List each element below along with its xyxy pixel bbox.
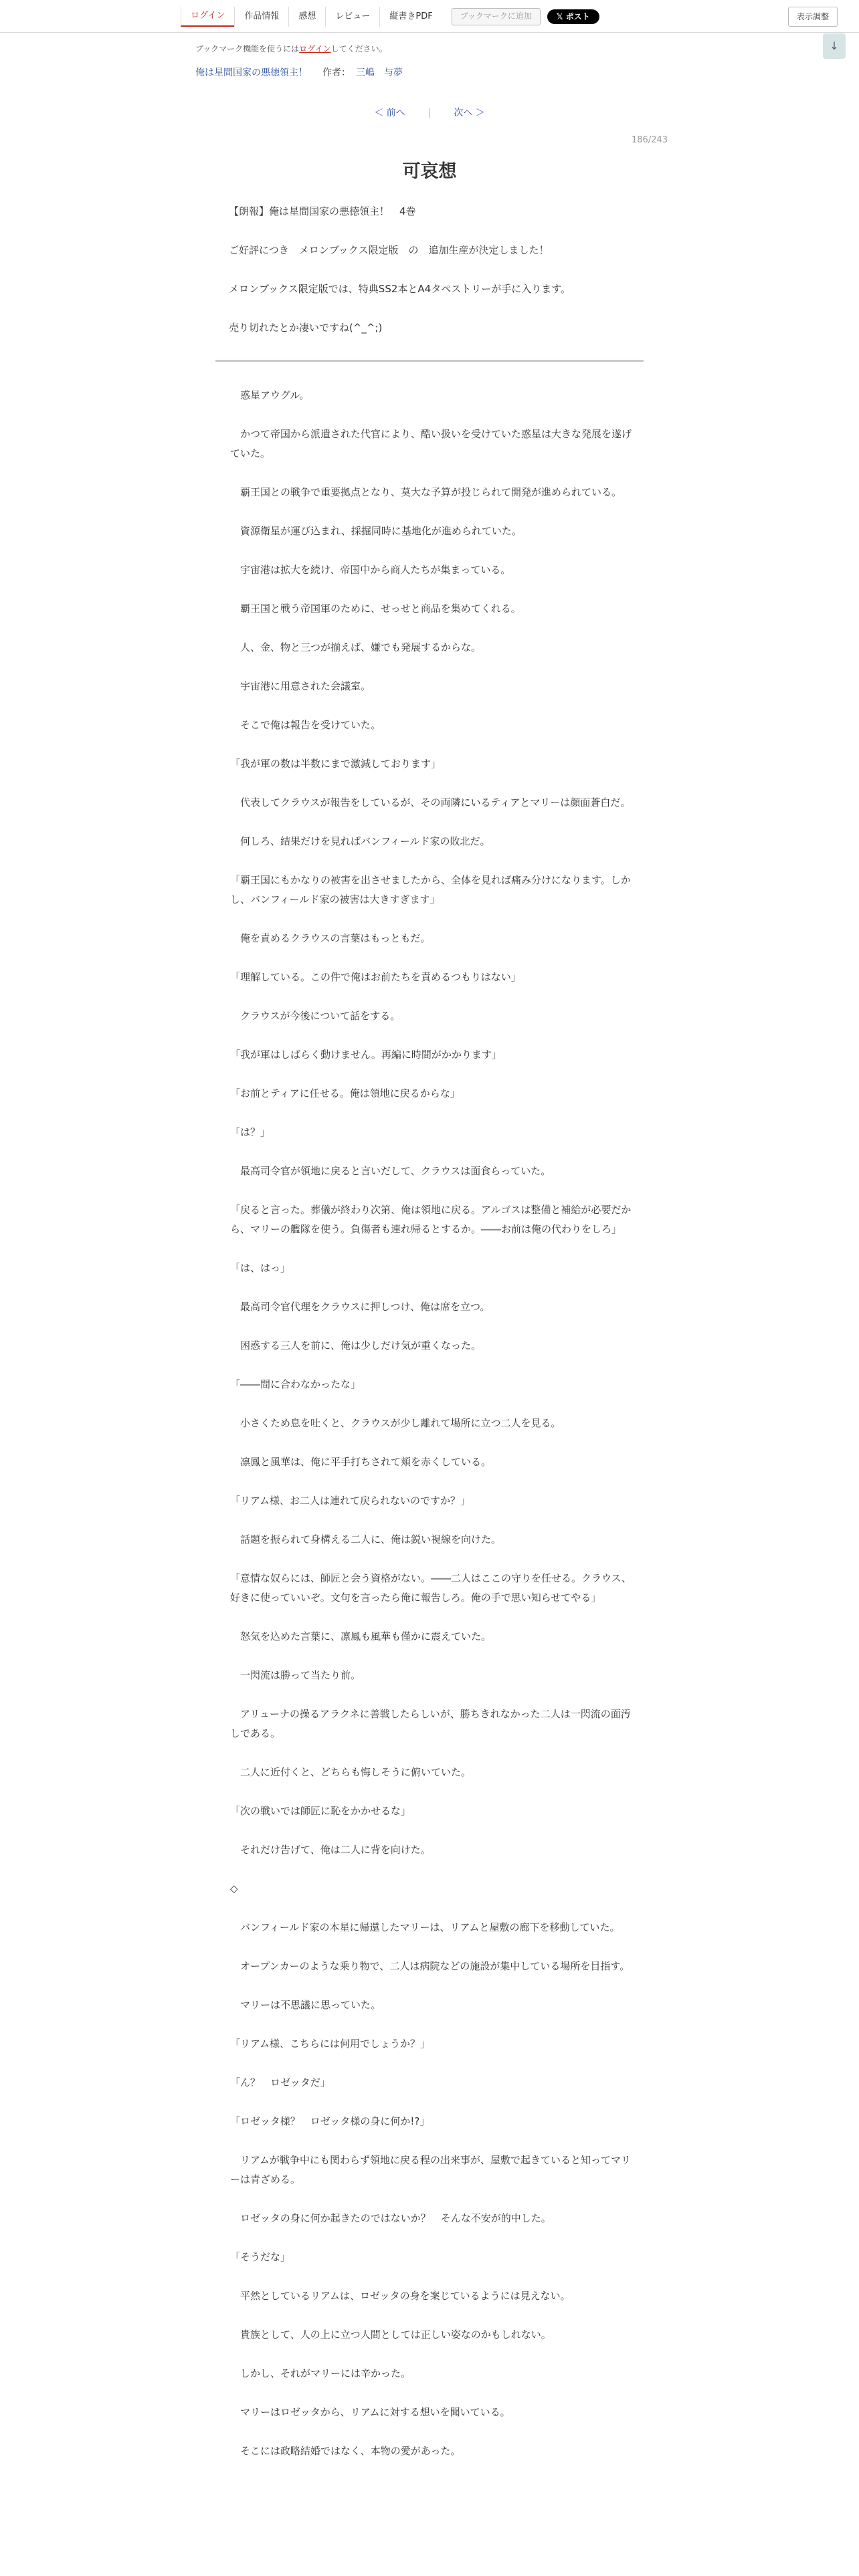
body-paragraph: 俺を責めるクラウスの言葉はもっともだ。 <box>230 932 431 944</box>
body-paragraph: 資源衛星が運び込まれ、採掘同時に基地化が進められていた。 <box>230 525 522 537</box>
preface-line: 売り切れたとか凄いですね(^_^;) <box>229 322 383 334</box>
body-paragraph: 小さくため息を吐くと、クラウスが少し離れて場所に立つ二人を見る。 <box>230 1417 561 1429</box>
body-paragraph: 「お前とティアに任せる。俺は領地に戻るからな」 <box>230 1087 460 1099</box>
preface-line: ご好評につき メロンブックス限定版 の 追加生産が決定しました！ <box>229 244 549 256</box>
impressions-link[interactable]: 感想 <box>288 7 325 27</box>
episode-counter: 186/243 <box>632 135 668 145</box>
body-paragraph: 「次の戦いでは師匠に恥をかかせるな」 <box>230 1805 411 1817</box>
author-link[interactable]: 三嶋 与夢 <box>356 68 403 78</box>
body-paragraph: 「理解している。この件で俺はお前たちを責めるつもりはない」 <box>230 971 521 983</box>
body-paragraph: しかし、それがマリーには辛かった。 <box>230 2367 411 2379</box>
review-link[interactable]: レビュー <box>325 7 379 27</box>
body-paragraph: オープンカーのような乗り物で、二人は病院などの施設が集中している場所を目指す。 <box>230 1960 630 1972</box>
body-paragraph: 「――間に合わなかったな」 <box>230 1378 361 1390</box>
body-paragraph: 困惑する三人を前に、俺は少しだけ気が重くなった。 <box>230 1339 482 1352</box>
episode-title: 可哀想 <box>402 161 457 182</box>
body-paragraph: ◇ <box>230 1883 238 1895</box>
login-link[interactable]: ログイン <box>181 7 234 27</box>
body-paragraph: バンフィールド家の本星に帰還したマリーは、リアムと屋敷の廊下を移動していた。 <box>230 1921 620 1933</box>
body-paragraph: 凛鳳と風華は、俺に平手打ちされて頬を赤くしている。 <box>230 1456 492 1468</box>
body-paragraph: クラウスが今後について話をする。 <box>230 1010 401 1022</box>
display-settings-button[interactable]: 表示調整 <box>788 7 838 27</box>
novel-body <box>230 386 633 2480</box>
body-paragraph: 何しろ、結果だけを見ればバンフィールド家の敗北だ。 <box>230 835 490 847</box>
work-info-link[interactable]: 作品情報 <box>234 7 288 27</box>
body-paragraph: 話題を振られて身構える二人に、俺は鋭い視線を向けた。 <box>230 1533 502 1545</box>
body-paragraph: 覇王国との戦争で重要拠点となり、莫大な予算が投じられて開発が進められている。 <box>230 486 622 498</box>
body-paragraph: 「ん？ ロゼッタだ」 <box>230 2076 330 2088</box>
body-paragraph: 宇宙港に用意された会議室。 <box>230 680 371 692</box>
scroll-down-button[interactable] <box>823 33 846 59</box>
pager-divider: | <box>427 108 432 118</box>
body-paragraph: 「我が軍はしばらく動けません。再編に時間がかかります」 <box>230 1049 502 1061</box>
author-label: 作者： <box>322 68 351 78</box>
body-paragraph: マリーはロゼッタから、リアムに対する想いを聞いている。 <box>230 2406 510 2418</box>
add-bookmark-button[interactable]: ブックマークに追加 <box>452 8 541 25</box>
vertical-pdf-link[interactable]: 縦書きPDF <box>379 7 442 27</box>
body-paragraph: 最高司令官が領地に戻ると言いだして、クラウスは面食らっていた。 <box>230 1165 551 1177</box>
body-paragraph: 怒気を込めた言葉に、凛鳳も風華も僅かに震えていた。 <box>230 1630 492 1642</box>
site-header <box>0 0 859 33</box>
body-paragraph: マリーは不思議に思っていた。 <box>230 1999 381 2011</box>
body-paragraph: 人、金、物と三つが揃えば、嫌でも発展するからな。 <box>230 641 482 653</box>
arrow-down-icon: ↓ <box>830 39 839 52</box>
preface-divider <box>215 360 644 362</box>
bookmark-notice <box>195 43 387 54</box>
body-paragraph: そこで俺は報告を受けていた。 <box>230 719 381 731</box>
body-paragraph: 一閃流は勝って当たり前。 <box>230 1669 361 1681</box>
body-paragraph: 「戻ると言った。葬儀が終わり次第、俺は領地に戻る。アルゴスは整備と補給が必要だから、マリーの艦隊を使う。負傷者も連れ帰るとするか。――お前は俺の代わりをしろ」 <box>230 1204 632 1235</box>
body-paragraph: 「意情な奴らには、師匠と会う資格がない。――二人はここの守りを任せる。クラウス、好きに使っていいぞ。文句を言ったら俺に報告しろ。俺の手で思い知らせてやる」 <box>230 1572 632 1604</box>
preface-line: メロンブックス限定版では、特典SS2本とA4タペストリーが手に入ります。 <box>229 283 571 295</box>
series-title-link[interactable]: 俺は星間国家の悪徳領主！ <box>195 68 308 78</box>
body-paragraph: 惑星アウグル。 <box>230 389 310 401</box>
preface <box>229 206 637 361</box>
body-paragraph: そこには政略結婚ではなく、本物の愛があった。 <box>230 2445 461 2457</box>
header-nav <box>181 7 599 27</box>
notice-text-after: してください。 <box>330 44 387 53</box>
prev-episode-link[interactable]: ＜ 前へ <box>374 108 405 118</box>
body-paragraph: 貴族として、人の上に立つ人間としては正しい姿なのかもしれない。 <box>230 2329 551 2341</box>
body-paragraph: 「覇王国にもかなりの被害を出させましたから、全体を見れば痛み分けになります。しかし、バンフィールド家の被害は大きすぎます」 <box>230 874 631 905</box>
body-paragraph: リアムが戦争中にも関わらず領地に戻る程の出来事が、屋敷で起きていると知ってマリーは青ざめる。 <box>230 2154 631 2185</box>
body-paragraph: 「リアム様、こちらには何用でしょうか？」 <box>230 2038 430 2050</box>
body-paragraph: 「ロゼッタ様？ ロゼッタ様の身に何か!?」 <box>230 2115 430 2127</box>
notice-login-link[interactable]: ログイン <box>299 44 331 53</box>
body-paragraph: 覇王国と戦う帝国軍のために、せっせと商品を集めてくれる。 <box>230 603 521 615</box>
body-paragraph: 「我が軍の数は半数にまで激減しております」 <box>230 758 442 770</box>
body-paragraph: 最高司令官代理をクラウスに押しつけ、俺は席を立つ。 <box>230 1301 490 1313</box>
notice-text-before: ブックマーク機能を使うには <box>195 44 300 53</box>
body-paragraph: かつて帝国から派遣された代官により、酷い扱いを受けていた惑星は大きな発展を遂げていた。 <box>230 428 632 459</box>
x-post-button[interactable]: 𝕏 ポスト <box>547 9 599 24</box>
body-paragraph: 代表してクラウスが報告をしているが、その両隣にいるティアとマリーは顔面蒼白だ。 <box>230 796 631 809</box>
body-paragraph: 平然としているリアムは、ロゼッタの身を案じているようには見えない。 <box>230 2290 571 2302</box>
body-paragraph: 「は、はっ」 <box>230 1262 291 1274</box>
body-paragraph: 二人に近付くと、どちらも悔しそうに俯いていた。 <box>230 1766 472 1778</box>
body-paragraph: それだけ告げて、俺は二人に背を向けた。 <box>230 1844 431 1856</box>
preface-line: 【朗報】俺は星間国家の悪徳領主！ 4巻 <box>229 205 416 217</box>
next-episode-link[interactable]: 次へ ＞ <box>454 108 485 118</box>
body-paragraph: ロゼッタの身に何か起きたのではないか？ そんな不安が的中した。 <box>230 2212 551 2224</box>
episode-pager <box>0 106 859 119</box>
body-paragraph: 「リアム様、お二人は連れて戻られないのですか？」 <box>230 1495 470 1507</box>
body-paragraph: 「は？」 <box>230 1126 271 1138</box>
body-paragraph: アリューナの操るアラクネに善戦したらしいが、勝ちきれなかった二人は一閃流の面汚しである。 <box>230 1708 631 1739</box>
body-paragraph: 宇宙港は拡大を続け、帝国中から商人たちが集まっている。 <box>230 564 511 576</box>
body-paragraph: 「そうだな」 <box>230 2251 291 2263</box>
series-info <box>195 66 403 79</box>
